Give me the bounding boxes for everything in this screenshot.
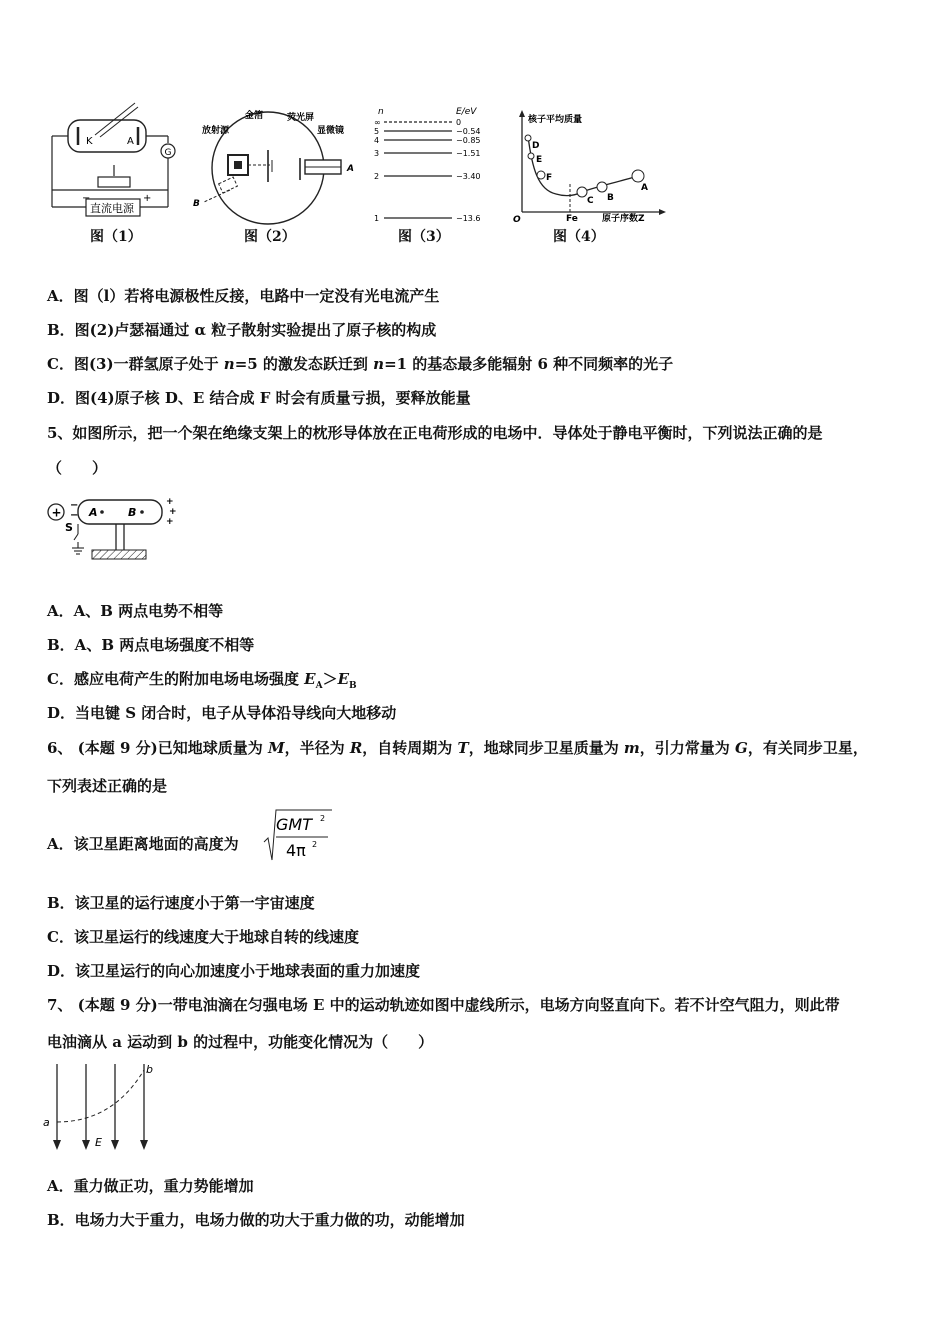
insulating-stand [92,550,146,559]
q6-option-c: C．该卫星运行的线速度大于地球自转的线速度 [47,928,359,946]
energy-level-e: −0.85 [456,136,481,145]
energy-level-n: 3 [374,149,380,158]
switch-s [74,534,78,540]
point-b-label: B [128,506,137,519]
q5-option-d: D．当电键 S 闭合时，电子从导体沿导线向大地移动 [47,704,397,722]
point-c-label: C [587,196,594,206]
figure-3-caption: 图（3） [398,229,450,245]
energy-levels [374,118,481,223]
label-foil: 金箔 [245,111,264,121]
positive-sign: + [51,505,62,520]
svg-text:+: + [166,517,174,527]
q4-option-c: C．图(3)一群氢原子处于 n=5 的激发态跃迁到 n=1 的基态最多能辐射 6 种不同频率的光子 [47,355,674,373]
minus-sign: − [82,193,91,204]
origin-label: O [513,215,521,225]
svg-text:−: − [70,510,79,521]
y-axis-label: 核子平均质量 [528,115,583,125]
point-e-label: E [536,155,543,165]
point-a-label: A [89,506,98,519]
q5-paren: （ ） [47,459,108,477]
energy-level-n: 4 [374,136,380,145]
q7-stem-line2: 电油滴从 a 运动到 b 的过程中，功能变化情况为（ ） [47,1033,434,1051]
formula-denominator: 4π [286,841,306,860]
radioactive-sample [234,161,242,169]
switch-s-label: S [65,521,73,534]
energy-level-e: −13.6 [456,214,481,223]
x-axis-label: 原子序数Z [602,214,645,224]
q6-option-b: B．该卫星的运行速度小于第一宇宙速度 [47,894,315,912]
q6-stem: 6、 (本题 9 分)已知地球质量为 M，半径为 R，自转周期为 T，地球同步卫星质量为 m，引力常量为 G，有关同步卫星， [47,739,868,757]
label-a: A [127,136,134,147]
energy-level-n: 2 [374,172,380,181]
energy-level-e: −1.51 [456,149,481,158]
plus-sign: + [143,193,152,204]
q7-option-b: B．电场力大于重力，电场力做的功大于重力做的功，动能增加 [47,1211,465,1229]
label-a: a [43,1116,50,1129]
light-ray-1 [95,103,135,135]
figure-1-photoelectric-circuit [40,95,190,225]
q7-figure-field [40,1060,170,1156]
header-n: n [378,107,384,117]
q4-option-d: D．图(4)原子核 D、E 结合成 F 时会有质量亏损，要释放能量 [47,389,471,407]
point-f-label: F [546,173,553,183]
energy-level-e: 0 [456,118,462,127]
q6-option-d: D．该卫星运行的向心加速度小于地球表面的重力加速度 [47,962,421,980]
q6-stem-line2: 下列表述正确的是 [47,777,168,795]
q7-stem-line1: 7、 (本题 9 分)一带电油滴在匀强电场 E 中的运动轨迹如图中虚线所示，电场方向竖直向下。若不计空气阻力，则此带 [47,996,840,1014]
energy-level-n: 5 [374,127,380,136]
energy-level-n: ∞ [374,118,381,127]
figure-2-alpha-scattering [190,100,360,225]
label-screen: 荧光屏 [287,113,315,123]
svg-text:+: + [169,507,177,517]
q6-formula-sqrt [262,808,334,864]
q5-option-a: A．A、B 两点电势不相等 [47,602,224,620]
point-a-label: A [641,183,648,193]
label-source: 放射源 [202,126,230,136]
label-b-position: B [193,199,200,209]
q4-option-a: A．图（l）若将电源极性反接，电路中一定没有光电流产生 [47,287,440,305]
figure-1-caption: 图（1） [90,229,142,245]
q5-stem: 5、如图所示，把一个架在绝缘支架上的枕形导体放在正电荷形成的电场中．导体处于静电平衡时，下列说法正确的是 [47,424,823,442]
label-g: G [164,148,172,158]
label-b: b [146,1063,153,1076]
figure-4-binding-curve [508,108,668,226]
rheostat [98,177,130,187]
header-e: E/eV [456,107,477,117]
power-label: 直流电源 [90,202,134,215]
q5-figure-conductor [44,494,184,566]
energy-level-n: 1 [374,214,380,223]
point-b-label: B [607,193,614,203]
label-a-position: A [347,164,354,174]
figure-3-energy-levels [368,100,498,228]
droplet-trajectory [57,1070,144,1122]
fe-label: Fe [566,214,578,224]
svg-text:−: − [70,500,79,511]
svg-text:2: 2 [320,814,326,823]
energy-level-e: −0.54 [456,127,481,136]
q7-option-a: A．重力做正功，重力势能增加 [47,1177,254,1195]
q6-option-a: A．该卫星距离地面的高度为 [47,835,239,853]
q5-option-b: B．A、B 两点电场强度不相等 [47,636,255,654]
figure-2-caption: 图（2） [244,229,296,245]
light-ray-2 [100,107,138,137]
label-microscope: 显微镜 [317,126,345,136]
energy-level-e: −3.40 [456,172,481,181]
formula-numerator: GMT [276,815,312,834]
figure-4-caption: 图（4） [553,229,605,245]
label-k: K [86,136,93,147]
q5-option-c: C．感应电荷产生的附加电场电场强度 $E_A>E_B$ [47,670,357,691]
svg-text:+: + [166,497,174,507]
point-d-label: D [532,141,540,151]
q4-option-b: B．图(2)卢瑟福通过 α 粒子散射实验提出了原子核的构成 [47,321,437,339]
svg-text:2: 2 [312,840,318,849]
label-e: E [95,1136,102,1149]
